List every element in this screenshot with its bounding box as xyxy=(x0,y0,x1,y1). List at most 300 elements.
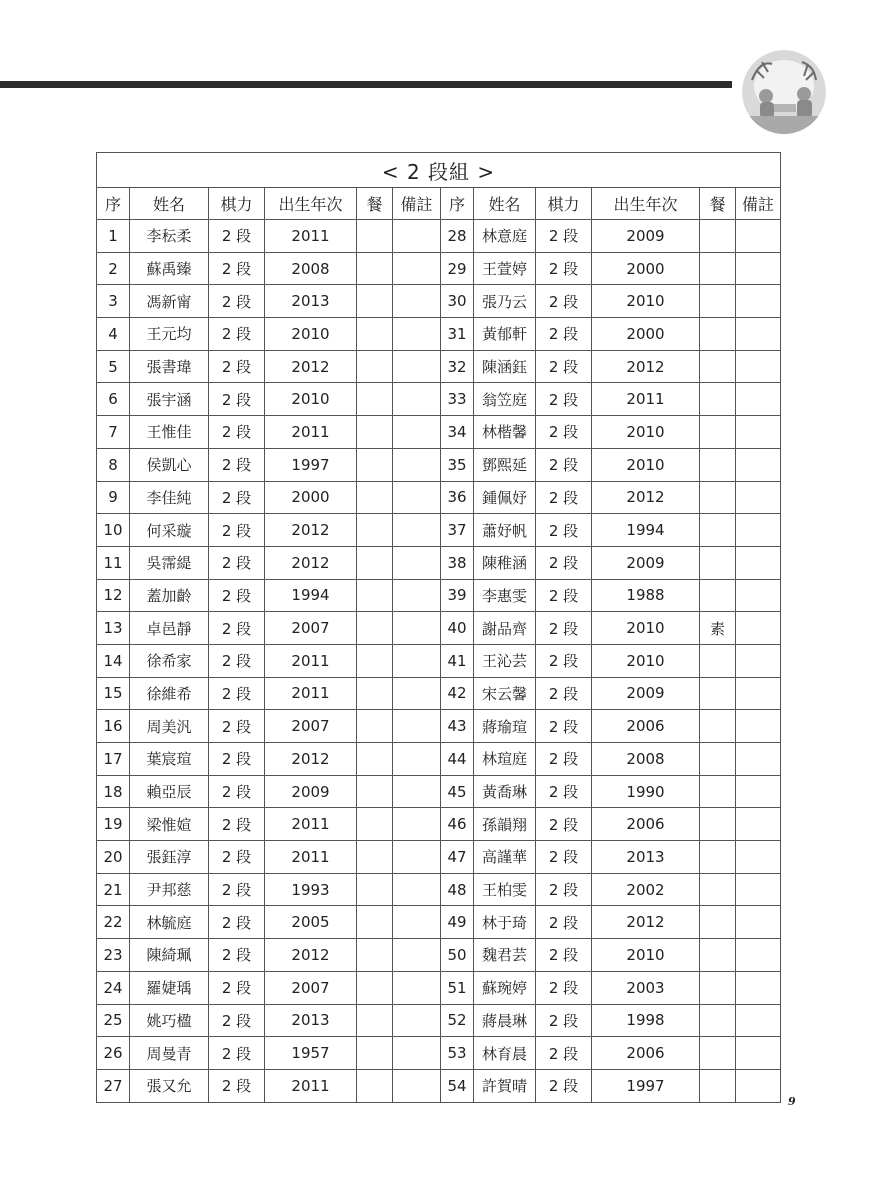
cell-rank: 2 段 xyxy=(536,841,592,874)
cell-no: 6 xyxy=(97,383,130,416)
cell-note xyxy=(736,350,781,383)
cell-rank: 2 段 xyxy=(536,710,592,743)
cell-meal xyxy=(357,1004,393,1037)
column-header: 序 xyxy=(97,188,130,220)
cell-meal xyxy=(357,841,393,874)
column-header: 棋力 xyxy=(536,188,592,220)
cell-no: 38 xyxy=(441,546,474,579)
table-row xyxy=(97,448,781,481)
cell-note xyxy=(393,579,441,612)
cell-rank: 2 段 xyxy=(536,350,592,383)
cell-no: 9 xyxy=(97,481,130,514)
cell-meal xyxy=(700,971,736,1004)
table-row xyxy=(97,579,781,612)
cell-meal xyxy=(357,1037,393,1070)
cell-meal xyxy=(357,873,393,906)
cell-year: 1993 xyxy=(265,873,357,906)
cell-rank: 2 段 xyxy=(536,1069,592,1102)
cell-name: 馮新甯 xyxy=(130,285,209,318)
cell-meal xyxy=(700,285,736,318)
group-title: < 2 段組 > xyxy=(97,153,781,188)
cell-name: 李佳純 xyxy=(130,481,209,514)
cell-rank: 2 段 xyxy=(536,612,592,645)
cell-note xyxy=(736,775,781,808)
cell-note xyxy=(393,350,441,383)
cell-rank: 2 段 xyxy=(536,873,592,906)
cell-year: 2011 xyxy=(592,383,700,416)
cell-note xyxy=(393,971,441,1004)
cell-no: 19 xyxy=(97,808,130,841)
cell-no: 48 xyxy=(441,873,474,906)
cell-meal xyxy=(700,1004,736,1037)
cell-rank: 2 段 xyxy=(536,448,592,481)
cell-note xyxy=(393,318,441,351)
cell-name: 周曼青 xyxy=(130,1037,209,1070)
cell-year: 2003 xyxy=(592,971,700,1004)
cell-rank: 2 段 xyxy=(209,383,265,416)
cell-rank: 2 段 xyxy=(209,939,265,972)
cell-rank: 2 段 xyxy=(536,383,592,416)
cell-no: 10 xyxy=(97,514,130,547)
cell-meal xyxy=(700,1037,736,1070)
cell-name: 李秐柔 xyxy=(130,220,209,253)
cell-note xyxy=(393,644,441,677)
cell-no: 21 xyxy=(97,873,130,906)
cell-name: 吳霈緹 xyxy=(130,546,209,579)
cell-name: 孫韻翔 xyxy=(474,808,536,841)
cell-name: 王沁芸 xyxy=(474,644,536,677)
cell-no: 37 xyxy=(441,514,474,547)
cell-year: 2006 xyxy=(592,710,700,743)
column-header: 備註 xyxy=(393,188,441,220)
cell-no: 4 xyxy=(97,318,130,351)
cell-meal xyxy=(700,318,736,351)
cell-year: 2013 xyxy=(265,1004,357,1037)
cell-year: 2012 xyxy=(265,514,357,547)
cell-meal xyxy=(700,416,736,449)
cell-name: 林毓庭 xyxy=(130,906,209,939)
cell-name: 李惠雯 xyxy=(474,579,536,612)
cell-year: 2012 xyxy=(592,481,700,514)
cell-rank: 2 段 xyxy=(209,743,265,776)
cell-meal xyxy=(357,939,393,972)
cell-no: 17 xyxy=(97,743,130,776)
cell-rank: 2 段 xyxy=(209,350,265,383)
cell-meal xyxy=(700,710,736,743)
cell-year: 2007 xyxy=(265,612,357,645)
cell-meal xyxy=(357,350,393,383)
cell-year: 2010 xyxy=(592,644,700,677)
column-header: 出生年次 xyxy=(592,188,700,220)
cell-no: 15 xyxy=(97,677,130,710)
cell-meal xyxy=(700,383,736,416)
cell-year: 1997 xyxy=(592,1069,700,1102)
cell-note xyxy=(736,252,781,285)
cell-rank: 2 段 xyxy=(536,546,592,579)
table-row xyxy=(97,416,781,449)
table-row xyxy=(97,220,781,253)
cell-name: 宋云馨 xyxy=(474,677,536,710)
cell-note xyxy=(736,579,781,612)
cell-name: 徐希家 xyxy=(130,644,209,677)
cell-meal xyxy=(357,644,393,677)
cell-meal xyxy=(357,971,393,1004)
cell-meal xyxy=(357,318,393,351)
cell-meal xyxy=(357,808,393,841)
cell-rank: 2 段 xyxy=(536,743,592,776)
cell-no: 18 xyxy=(97,775,130,808)
cell-note xyxy=(393,939,441,972)
cell-name: 陳綺珮 xyxy=(130,939,209,972)
cell-no: 26 xyxy=(97,1037,130,1070)
cell-meal xyxy=(357,481,393,514)
cell-year: 2000 xyxy=(592,318,700,351)
cell-rank: 2 段 xyxy=(209,677,265,710)
cell-note xyxy=(393,873,441,906)
player-roster-table xyxy=(96,152,781,1103)
cell-meal xyxy=(357,775,393,808)
cell-meal xyxy=(357,906,393,939)
cell-note xyxy=(393,448,441,481)
cell-note xyxy=(736,612,781,645)
cell-rank: 2 段 xyxy=(209,808,265,841)
cell-meal xyxy=(700,775,736,808)
cell-note xyxy=(393,546,441,579)
cell-name: 謝品齊 xyxy=(474,612,536,645)
cell-note xyxy=(393,416,441,449)
cell-note xyxy=(736,481,781,514)
cell-no: 16 xyxy=(97,710,130,743)
cell-no: 40 xyxy=(441,612,474,645)
cell-no: 30 xyxy=(441,285,474,318)
cell-no: 49 xyxy=(441,906,474,939)
cell-note xyxy=(393,743,441,776)
cell-note xyxy=(736,220,781,253)
cell-no: 35 xyxy=(441,448,474,481)
cell-name: 鍾佩妤 xyxy=(474,481,536,514)
column-header: 餐 xyxy=(357,188,393,220)
cell-no: 31 xyxy=(441,318,474,351)
cell-meal xyxy=(700,808,736,841)
column-header: 棋力 xyxy=(209,188,265,220)
cell-no: 8 xyxy=(97,448,130,481)
table-row xyxy=(97,318,781,351)
cell-year: 2012 xyxy=(265,546,357,579)
cell-note xyxy=(393,612,441,645)
column-header: 出生年次 xyxy=(265,188,357,220)
cell-no: 1 xyxy=(97,220,130,253)
cell-meal xyxy=(357,448,393,481)
cell-note xyxy=(736,1069,781,1102)
cell-name: 張乃云 xyxy=(474,285,536,318)
cell-rank: 2 段 xyxy=(209,546,265,579)
cell-name: 林瑄庭 xyxy=(474,743,536,776)
cell-note xyxy=(736,841,781,874)
cell-meal xyxy=(700,743,736,776)
cell-year: 2012 xyxy=(592,906,700,939)
cell-meal xyxy=(700,841,736,874)
table-row xyxy=(97,1004,781,1037)
cell-name: 黃郁軒 xyxy=(474,318,536,351)
table-row xyxy=(97,808,781,841)
cell-note xyxy=(736,743,781,776)
cell-meal xyxy=(700,1069,736,1102)
cell-year: 2009 xyxy=(265,775,357,808)
column-header: 備註 xyxy=(736,188,781,220)
cell-meal xyxy=(700,644,736,677)
cell-meal xyxy=(700,939,736,972)
cell-rank: 2 段 xyxy=(209,644,265,677)
table-row xyxy=(97,285,781,318)
cell-rank: 2 段 xyxy=(209,971,265,1004)
cell-rank: 2 段 xyxy=(536,481,592,514)
cell-year: 2006 xyxy=(592,808,700,841)
cell-year: 1957 xyxy=(265,1037,357,1070)
cell-year: 2009 xyxy=(592,677,700,710)
cell-rank: 2 段 xyxy=(536,971,592,1004)
cell-rank: 2 段 xyxy=(209,1004,265,1037)
cell-name: 蘇琬婷 xyxy=(474,971,536,1004)
cell-no: 42 xyxy=(441,677,474,710)
cell-name: 尹邦慈 xyxy=(130,873,209,906)
cell-meal xyxy=(357,514,393,547)
cell-note xyxy=(736,416,781,449)
cell-no: 32 xyxy=(441,350,474,383)
cell-name: 陳涵鈺 xyxy=(474,350,536,383)
cell-no: 51 xyxy=(441,971,474,1004)
cell-meal xyxy=(700,252,736,285)
cell-year: 1994 xyxy=(265,579,357,612)
cell-name: 林育晨 xyxy=(474,1037,536,1070)
cell-name: 蕭妤帆 xyxy=(474,514,536,547)
cell-year: 2011 xyxy=(265,808,357,841)
cell-year: 2010 xyxy=(592,939,700,972)
cell-name: 林于琦 xyxy=(474,906,536,939)
cell-year: 2013 xyxy=(592,841,700,874)
column-header: 餐 xyxy=(700,188,736,220)
cell-name: 魏君芸 xyxy=(474,939,536,972)
cell-year: 2006 xyxy=(592,1037,700,1070)
cell-name: 蘇禹臻 xyxy=(130,252,209,285)
cell-rank: 2 段 xyxy=(536,1037,592,1070)
cell-no: 2 xyxy=(97,252,130,285)
cell-meal xyxy=(357,220,393,253)
cell-no: 47 xyxy=(441,841,474,874)
cell-year: 2011 xyxy=(265,644,357,677)
cell-note xyxy=(736,383,781,416)
cell-meal xyxy=(357,1069,393,1102)
cell-no: 36 xyxy=(441,481,474,514)
cell-rank: 2 段 xyxy=(209,514,265,547)
cell-year: 2011 xyxy=(265,416,357,449)
cell-no: 13 xyxy=(97,612,130,645)
cell-rank: 2 段 xyxy=(209,252,265,285)
cell-note xyxy=(736,644,781,677)
cell-name: 賴亞辰 xyxy=(130,775,209,808)
cell-year: 2012 xyxy=(265,939,357,972)
cell-rank: 2 段 xyxy=(209,841,265,874)
cell-year: 2009 xyxy=(592,546,700,579)
cell-meal xyxy=(700,677,736,710)
cell-note xyxy=(393,252,441,285)
cell-note xyxy=(736,318,781,351)
cell-rank: 2 段 xyxy=(536,220,592,253)
cell-note xyxy=(736,906,781,939)
cell-year: 2007 xyxy=(265,971,357,1004)
cell-no: 45 xyxy=(441,775,474,808)
cell-rank: 2 段 xyxy=(209,1069,265,1102)
cell-name: 葉宸瑄 xyxy=(130,743,209,776)
cell-note xyxy=(393,841,441,874)
cell-name: 侯凱心 xyxy=(130,448,209,481)
cell-rank: 2 段 xyxy=(536,252,592,285)
cell-note xyxy=(393,1004,441,1037)
cell-meal xyxy=(357,743,393,776)
cell-name: 高謹華 xyxy=(474,841,536,874)
cell-no: 14 xyxy=(97,644,130,677)
cell-name: 姚巧楹 xyxy=(130,1004,209,1037)
cell-meal xyxy=(357,383,393,416)
cell-year: 2011 xyxy=(265,1069,357,1102)
cell-rank: 2 段 xyxy=(209,579,265,612)
cell-note xyxy=(736,710,781,743)
cell-rank: 2 段 xyxy=(536,416,592,449)
cell-note xyxy=(736,971,781,1004)
cell-year: 2002 xyxy=(592,873,700,906)
cell-year: 1994 xyxy=(592,514,700,547)
cell-no: 11 xyxy=(97,546,130,579)
cell-meal xyxy=(357,612,393,645)
cell-note xyxy=(393,285,441,318)
cell-year: 2000 xyxy=(265,481,357,514)
cell-no: 52 xyxy=(441,1004,474,1037)
cell-year: 2013 xyxy=(265,285,357,318)
cell-year: 2012 xyxy=(265,350,357,383)
cell-note xyxy=(393,383,441,416)
cell-note xyxy=(736,1037,781,1070)
cell-rank: 2 段 xyxy=(209,220,265,253)
cell-meal xyxy=(357,546,393,579)
table-row xyxy=(97,1037,781,1070)
cell-name: 黃喬琳 xyxy=(474,775,536,808)
cell-note xyxy=(393,808,441,841)
cell-name: 徐維希 xyxy=(130,677,209,710)
cell-no: 33 xyxy=(441,383,474,416)
cell-meal xyxy=(357,710,393,743)
cell-name: 卓邑靜 xyxy=(130,612,209,645)
cell-note xyxy=(393,677,441,710)
table-row xyxy=(97,906,781,939)
cell-no: 39 xyxy=(441,579,474,612)
cell-year: 2008 xyxy=(265,252,357,285)
cell-rank: 2 段 xyxy=(536,808,592,841)
cell-meal xyxy=(700,220,736,253)
cell-note xyxy=(393,1037,441,1070)
cell-year: 2012 xyxy=(592,350,700,383)
cell-meal xyxy=(700,481,736,514)
column-header: 序 xyxy=(441,188,474,220)
cell-name: 王柏雯 xyxy=(474,873,536,906)
cell-no: 27 xyxy=(97,1069,130,1102)
column-header-row xyxy=(97,188,781,220)
table-row xyxy=(97,514,781,547)
cell-year: 2010 xyxy=(592,416,700,449)
cell-meal: 素 xyxy=(700,612,736,645)
cell-rank: 2 段 xyxy=(536,677,592,710)
cell-no: 43 xyxy=(441,710,474,743)
cell-note xyxy=(393,1069,441,1102)
cell-note xyxy=(736,677,781,710)
cell-year: 2012 xyxy=(265,743,357,776)
header-rule xyxy=(0,81,732,88)
cell-meal xyxy=(700,906,736,939)
cell-rank: 2 段 xyxy=(209,710,265,743)
cell-rank: 2 段 xyxy=(536,514,592,547)
cell-name: 蔣瑜瑄 xyxy=(474,710,536,743)
cell-note xyxy=(393,710,441,743)
page-number: 9 xyxy=(788,1095,796,1108)
cell-rank: 2 段 xyxy=(536,906,592,939)
cell-note xyxy=(393,514,441,547)
cell-no: 29 xyxy=(441,252,474,285)
cell-rank: 2 段 xyxy=(209,481,265,514)
cell-rank: 2 段 xyxy=(209,775,265,808)
cell-rank: 2 段 xyxy=(536,318,592,351)
cell-no: 53 xyxy=(441,1037,474,1070)
cell-year: 2007 xyxy=(265,710,357,743)
cell-rank: 2 段 xyxy=(209,873,265,906)
cell-rank: 2 段 xyxy=(209,448,265,481)
cell-no: 25 xyxy=(97,1004,130,1037)
cell-year: 1998 xyxy=(592,1004,700,1037)
cell-name: 王元均 xyxy=(130,318,209,351)
cell-name: 王惟佳 xyxy=(130,416,209,449)
cell-meal xyxy=(700,579,736,612)
cell-meal xyxy=(700,514,736,547)
cell-note xyxy=(736,873,781,906)
table-row xyxy=(97,873,781,906)
cell-rank: 2 段 xyxy=(209,612,265,645)
table-row xyxy=(97,350,781,383)
cell-year: 2005 xyxy=(265,906,357,939)
cell-note xyxy=(736,285,781,318)
table-row xyxy=(97,1069,781,1102)
cell-no: 41 xyxy=(441,644,474,677)
cell-name: 林楷馨 xyxy=(474,416,536,449)
cell-no: 20 xyxy=(97,841,130,874)
cell-meal xyxy=(700,448,736,481)
go-players-emblem-icon xyxy=(742,50,826,134)
cell-year: 1997 xyxy=(265,448,357,481)
cell-meal xyxy=(357,285,393,318)
cell-no: 44 xyxy=(441,743,474,776)
cell-rank: 2 段 xyxy=(536,1004,592,1037)
table-row xyxy=(97,612,781,645)
cell-rank: 2 段 xyxy=(536,285,592,318)
cell-note xyxy=(736,546,781,579)
cell-name: 陳稚涵 xyxy=(474,546,536,579)
table-row xyxy=(97,252,781,285)
cell-name: 羅婕瑀 xyxy=(130,971,209,1004)
cell-name: 林意庭 xyxy=(474,220,536,253)
cell-meal xyxy=(357,677,393,710)
cell-rank: 2 段 xyxy=(536,579,592,612)
cell-year: 2008 xyxy=(592,743,700,776)
cell-note xyxy=(736,1004,781,1037)
cell-meal xyxy=(357,579,393,612)
cell-no: 28 xyxy=(441,220,474,253)
cell-rank: 2 段 xyxy=(209,906,265,939)
